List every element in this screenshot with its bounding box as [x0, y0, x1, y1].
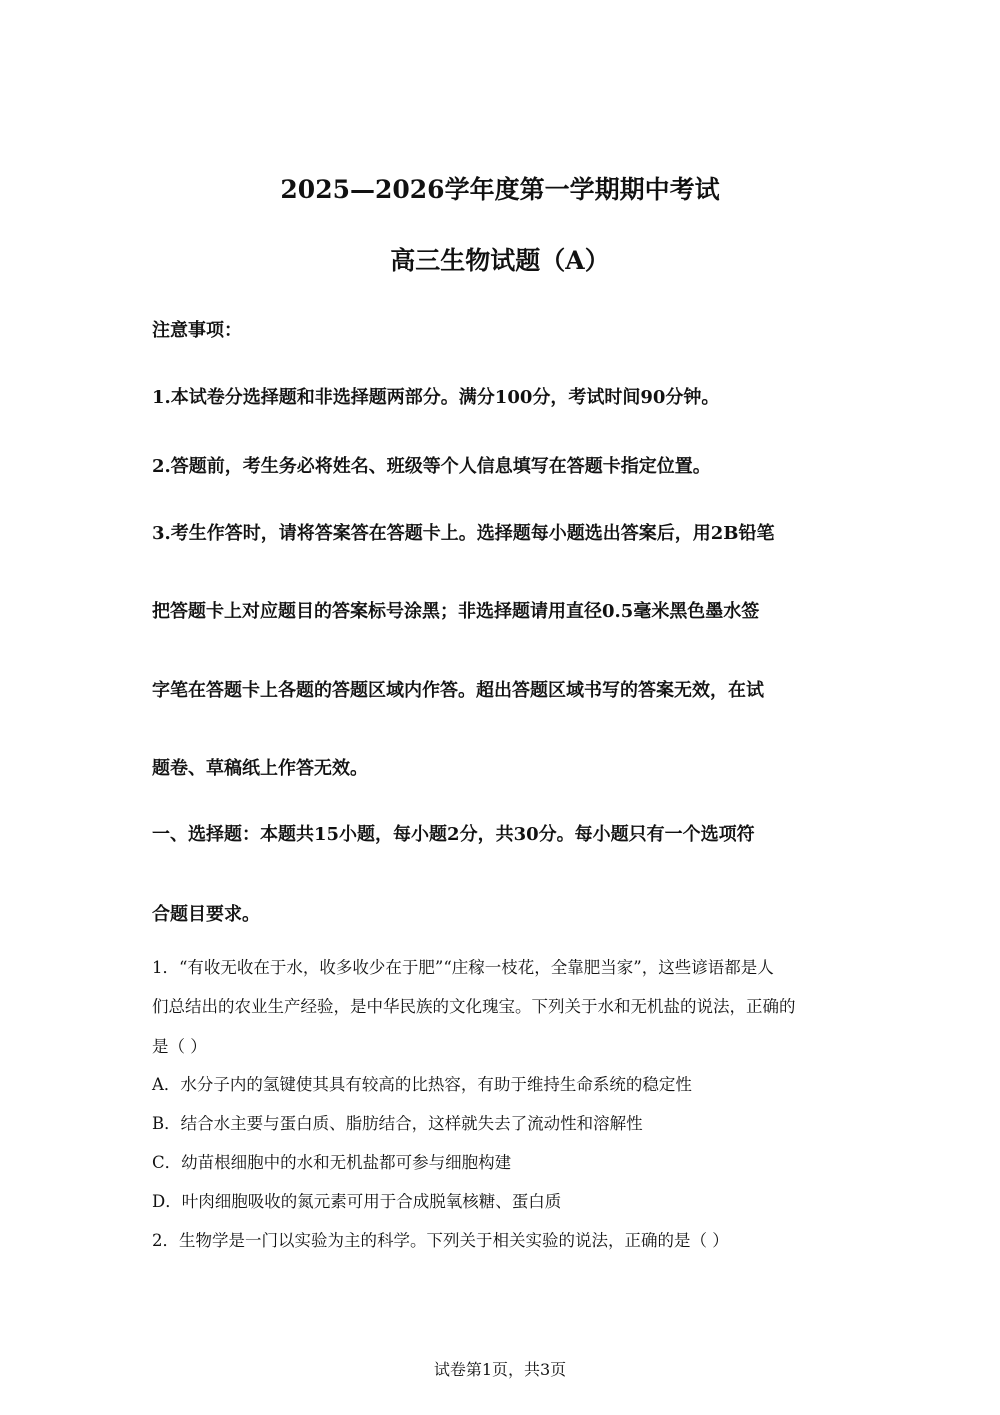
- question-1-stem-line: 1．“有收无收在于水，收多收少在于肥”“庄稼一枝花，全靠肥当家”，这些谚语都是人: [152, 958, 774, 977]
- notice-line: 把答题卡上对应题目的答案标号涂黑；非选择题请用直径0.5毫米黑色墨水签: [152, 601, 760, 622]
- question-1-stem-line: 们总结出的农业生产经验，是中华民族的文化瑰宝。下列关于水和无机盐的说法，正确的: [152, 997, 796, 1016]
- notice-line: 3.考生作答时，请将答案答在答题卡上。选择题每小题选出答案后，用2B铅笔: [152, 523, 775, 544]
- page-footer: 试卷第1页，共3页: [433, 1360, 567, 1379]
- question-1-option-a: A．水分子内的氢键使其具有较高的比热容，有助于维持生命系统的稳定性: [152, 1075, 692, 1094]
- question-1-option-d: D．叶肉细胞吸收的氮元素可用于合成脱氧核糖、蛋白质: [152, 1192, 562, 1211]
- notice-heading: 注意事项：: [152, 320, 242, 341]
- section-heading-line: 一、选择题：本题共15小题，每小题2分，共30分。每小题只有一个选项符: [152, 824, 755, 845]
- question-1-stem-line: 是（ ）: [152, 1037, 207, 1056]
- section-heading-line: 合题目要求。: [152, 904, 260, 925]
- notice-line: 字笔在答题卡上各题的答题区域内作答。超出答题区域书写的答案无效，在试: [152, 680, 764, 701]
- exam-title: 2025—2026学年度第一学期期中考试: [280, 175, 720, 204]
- question-1-option-c: C．幼苗根细胞中的水和无机盐都可参与细胞构建: [152, 1153, 512, 1172]
- question-1-option-b: B．结合水主要与蛋白质、脂肪结合，这样就失去了流动性和溶解性: [152, 1114, 643, 1133]
- question-2-stem-line: 2．生物学是一门以实验为主的科学。下列关于相关实验的说法，正确的是（ ）: [152, 1231, 729, 1250]
- notice-line: 2.答题前，考生务必将姓名、班级等个人信息填写在答题卡指定位置。: [152, 456, 711, 477]
- exam-subtitle: 高三生物试题（A）: [390, 246, 610, 275]
- notice-line: 题卷、草稿纸上作答无效。: [152, 758, 368, 779]
- notice-line: 1.本试卷分选择题和非选择题两部分。满分100分，考试时间90分钟。: [152, 387, 720, 408]
